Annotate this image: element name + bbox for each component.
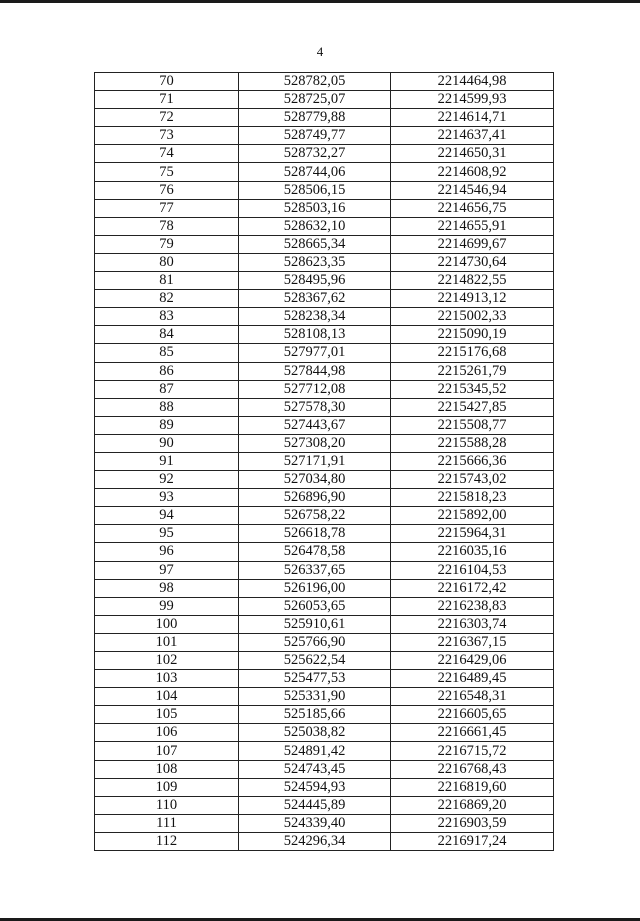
y-coordinate-cell: 2215588,28 — [391, 434, 554, 452]
point-number-cell: 73 — [95, 127, 239, 145]
y-coordinate-cell: 2215818,23 — [391, 489, 554, 507]
point-number-cell: 108 — [95, 760, 239, 778]
table-row — [95, 362, 554, 380]
y-coordinate-cell: 2215964,31 — [391, 525, 554, 543]
table-row — [95, 181, 554, 199]
table-row — [95, 272, 554, 290]
x-coordinate-cell: 528665,34 — [239, 235, 391, 253]
table-row — [95, 633, 554, 651]
table-row — [95, 326, 554, 344]
y-coordinate-cell: 2216172,42 — [391, 579, 554, 597]
point-number-cell: 102 — [95, 652, 239, 670]
y-coordinate-cell: 2216367,15 — [391, 633, 554, 651]
table-row — [95, 760, 554, 778]
x-coordinate-cell: 528238,34 — [239, 308, 391, 326]
y-coordinate-cell: 2216104,53 — [391, 561, 554, 579]
y-coordinate-cell: 2216903,59 — [391, 814, 554, 832]
point-number-cell: 104 — [95, 688, 239, 706]
table-row — [95, 615, 554, 633]
point-number-cell: 84 — [95, 326, 239, 344]
table-row — [95, 163, 554, 181]
x-coordinate-cell: 528779,88 — [239, 109, 391, 127]
x-coordinate-cell: 528503,16 — [239, 199, 391, 217]
point-number-cell: 90 — [95, 434, 239, 452]
y-coordinate-cell: 2215508,77 — [391, 416, 554, 434]
point-number-cell: 85 — [95, 344, 239, 362]
point-number-cell: 96 — [95, 543, 239, 561]
y-coordinate-cell: 2215176,68 — [391, 344, 554, 362]
x-coordinate-cell: 526196,00 — [239, 579, 391, 597]
y-coordinate-cell: 2214608,92 — [391, 163, 554, 181]
x-coordinate-cell: 528495,96 — [239, 272, 391, 290]
point-number-cell: 99 — [95, 597, 239, 615]
point-number-cell: 98 — [95, 579, 239, 597]
x-coordinate-cell: 528744,06 — [239, 163, 391, 181]
y-coordinate-cell: 2216548,31 — [391, 688, 554, 706]
x-coordinate-cell: 527712,08 — [239, 380, 391, 398]
point-number-cell: 111 — [95, 814, 239, 832]
point-number-cell: 79 — [95, 235, 239, 253]
y-coordinate-cell: 2216715,72 — [391, 742, 554, 760]
table-row — [95, 670, 554, 688]
point-number-cell: 110 — [95, 796, 239, 814]
x-coordinate-cell: 525622,54 — [239, 652, 391, 670]
y-coordinate-cell: 2215743,02 — [391, 471, 554, 489]
table-row — [95, 796, 554, 814]
table-row — [95, 814, 554, 832]
y-coordinate-cell: 2216605,65 — [391, 706, 554, 724]
table-row — [95, 471, 554, 489]
table-row — [95, 127, 554, 145]
point-number-cell: 109 — [95, 778, 239, 796]
point-number-cell: 94 — [95, 507, 239, 525]
point-number-cell: 97 — [95, 561, 239, 579]
x-coordinate-cell: 525331,90 — [239, 688, 391, 706]
point-number-cell: 78 — [95, 217, 239, 235]
table-row — [95, 416, 554, 434]
x-coordinate-cell: 526337,65 — [239, 561, 391, 579]
x-coordinate-cell: 527443,67 — [239, 416, 391, 434]
table-row — [95, 688, 554, 706]
x-coordinate-cell: 524891,42 — [239, 742, 391, 760]
y-coordinate-cell: 2215892,00 — [391, 507, 554, 525]
point-number-cell: 87 — [95, 380, 239, 398]
point-number-cell: 76 — [95, 181, 239, 199]
table-row — [95, 253, 554, 271]
x-coordinate-cell: 528782,05 — [239, 73, 391, 91]
x-coordinate-cell: 527578,30 — [239, 398, 391, 416]
point-number-cell: 106 — [95, 724, 239, 742]
y-coordinate-cell: 2216303,74 — [391, 615, 554, 633]
point-number-cell: 91 — [95, 452, 239, 470]
y-coordinate-cell: 2214614,71 — [391, 109, 554, 127]
point-number-cell: 92 — [95, 471, 239, 489]
point-number-cell: 80 — [95, 253, 239, 271]
y-coordinate-cell: 2215345,52 — [391, 380, 554, 398]
x-coordinate-cell: 528506,15 — [239, 181, 391, 199]
point-number-cell: 95 — [95, 525, 239, 543]
x-coordinate-cell: 524296,34 — [239, 832, 391, 850]
table-row — [95, 489, 554, 507]
x-coordinate-cell: 526478,58 — [239, 543, 391, 561]
coordinates-table-body — [95, 73, 554, 851]
y-coordinate-cell: 2214913,12 — [391, 290, 554, 308]
x-coordinate-cell: 527034,80 — [239, 471, 391, 489]
table-row — [95, 434, 554, 452]
y-coordinate-cell: 2216429,06 — [391, 652, 554, 670]
point-number-cell: 71 — [95, 91, 239, 109]
table-row — [95, 199, 554, 217]
point-number-cell: 93 — [95, 489, 239, 507]
point-number-cell: 77 — [95, 199, 239, 217]
y-coordinate-cell: 2216489,45 — [391, 670, 554, 688]
point-number-cell: 100 — [95, 615, 239, 633]
point-number-cell: 103 — [95, 670, 239, 688]
y-coordinate-cell: 2214730,64 — [391, 253, 554, 271]
x-coordinate-cell: 527844,98 — [239, 362, 391, 380]
point-number-cell: 105 — [95, 706, 239, 724]
x-coordinate-cell: 526896,90 — [239, 489, 391, 507]
y-coordinate-cell: 2214656,75 — [391, 199, 554, 217]
table-row — [95, 344, 554, 362]
y-coordinate-cell: 2215427,85 — [391, 398, 554, 416]
table-row — [95, 145, 554, 163]
point-number-cell: 75 — [95, 163, 239, 181]
y-coordinate-cell: 2216035,16 — [391, 543, 554, 561]
point-number-cell: 89 — [95, 416, 239, 434]
point-number-cell: 74 — [95, 145, 239, 163]
table-row — [95, 525, 554, 543]
y-coordinate-cell: 2214822,55 — [391, 272, 554, 290]
x-coordinate-cell: 527308,20 — [239, 434, 391, 452]
table-row — [95, 217, 554, 235]
y-coordinate-cell: 2214637,41 — [391, 127, 554, 145]
point-number-cell: 88 — [95, 398, 239, 416]
x-coordinate-cell: 526053,65 — [239, 597, 391, 615]
table-row — [95, 235, 554, 253]
x-coordinate-cell: 528623,35 — [239, 253, 391, 271]
table-row — [95, 778, 554, 796]
y-coordinate-cell: 2214655,91 — [391, 217, 554, 235]
y-coordinate-cell: 2215261,79 — [391, 362, 554, 380]
y-coordinate-cell: 2215666,36 — [391, 452, 554, 470]
x-coordinate-cell: 524339,40 — [239, 814, 391, 832]
table-row — [95, 507, 554, 525]
x-coordinate-cell: 525766,90 — [239, 633, 391, 651]
table-row — [95, 290, 554, 308]
table-row — [95, 398, 554, 416]
y-coordinate-cell: 2214464,98 — [391, 73, 554, 91]
point-number-cell: 112 — [95, 832, 239, 850]
point-number-cell: 72 — [95, 109, 239, 127]
table-row — [95, 543, 554, 561]
x-coordinate-cell: 525038,82 — [239, 724, 391, 742]
y-coordinate-cell: 2214599,93 — [391, 91, 554, 109]
x-coordinate-cell: 528732,27 — [239, 145, 391, 163]
x-coordinate-cell: 525910,61 — [239, 615, 391, 633]
point-number-cell: 81 — [95, 272, 239, 290]
table-row — [95, 724, 554, 742]
table-row — [95, 579, 554, 597]
table-row — [95, 308, 554, 326]
y-coordinate-cell: 2216768,43 — [391, 760, 554, 778]
point-number-cell: 86 — [95, 362, 239, 380]
table-row — [95, 452, 554, 470]
y-coordinate-cell: 2216917,24 — [391, 832, 554, 850]
table-row — [95, 109, 554, 127]
x-coordinate-cell: 528632,10 — [239, 217, 391, 235]
point-number-cell: 107 — [95, 742, 239, 760]
table-row — [95, 742, 554, 760]
table-row — [95, 561, 554, 579]
y-coordinate-cell: 2216819,60 — [391, 778, 554, 796]
y-coordinate-cell: 2216661,45 — [391, 724, 554, 742]
x-coordinate-cell: 527977,01 — [239, 344, 391, 362]
x-coordinate-cell: 524594,93 — [239, 778, 391, 796]
x-coordinate-cell: 528749,77 — [239, 127, 391, 145]
x-coordinate-cell: 525185,66 — [239, 706, 391, 724]
x-coordinate-cell: 528725,07 — [239, 91, 391, 109]
coordinates-table — [94, 72, 554, 851]
scan-edge-top — [0, 0, 640, 3]
x-coordinate-cell: 528108,13 — [239, 326, 391, 344]
x-coordinate-cell: 528367,62 — [239, 290, 391, 308]
table-row — [95, 597, 554, 615]
y-coordinate-cell: 2214650,31 — [391, 145, 554, 163]
y-coordinate-cell: 2215090,19 — [391, 326, 554, 344]
table-row — [95, 832, 554, 850]
table-row — [95, 73, 554, 91]
y-coordinate-cell: 2216869,20 — [391, 796, 554, 814]
x-coordinate-cell: 525477,53 — [239, 670, 391, 688]
y-coordinate-cell: 2214699,67 — [391, 235, 554, 253]
x-coordinate-cell: 527171,91 — [239, 452, 391, 470]
point-number-cell: 83 — [95, 308, 239, 326]
x-coordinate-cell: 524743,45 — [239, 760, 391, 778]
x-coordinate-cell: 526758,22 — [239, 507, 391, 525]
page-number: 4 — [316, 44, 324, 59]
table-row — [95, 380, 554, 398]
y-coordinate-cell: 2216238,83 — [391, 597, 554, 615]
x-coordinate-cell: 524445,89 — [239, 796, 391, 814]
y-coordinate-cell: 2215002,33 — [391, 308, 554, 326]
x-coordinate-cell: 526618,78 — [239, 525, 391, 543]
y-coordinate-cell: 2214546,94 — [391, 181, 554, 199]
point-number-cell: 101 — [95, 633, 239, 651]
point-number-cell: 82 — [95, 290, 239, 308]
table-row — [95, 91, 554, 109]
table-row — [95, 652, 554, 670]
point-number-cell: 70 — [95, 73, 239, 91]
table-row — [95, 706, 554, 724]
